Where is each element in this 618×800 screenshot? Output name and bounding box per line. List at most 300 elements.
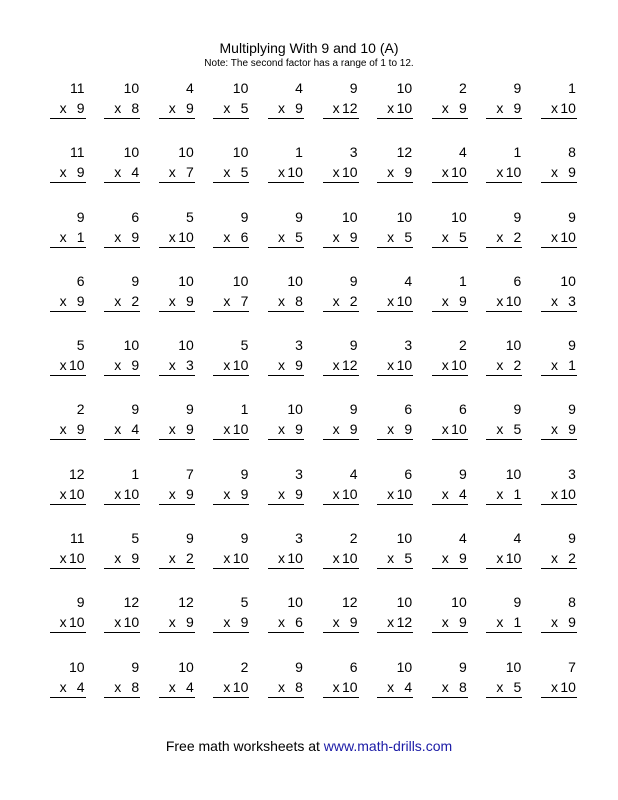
- answer-line: [159, 568, 195, 569]
- second-factor: [60, 614, 85, 630]
- multiply-sign: x: [496, 357, 504, 374]
- answer-line: [377, 439, 413, 440]
- problem: [473, 333, 528, 397]
- first-factor-value: 2: [458, 80, 467, 96]
- first-factor: [287, 401, 303, 417]
- problem: [254, 462, 309, 526]
- multiply-sign: x: [387, 164, 395, 181]
- second-factor: [169, 100, 194, 116]
- problem: [473, 76, 528, 140]
- multiply-sign: x: [277, 100, 285, 116]
- problem: [91, 333, 146, 397]
- first-factor: [568, 659, 576, 675]
- first-factor: [568, 80, 576, 96]
- problem: [254, 590, 309, 654]
- multiply-sign: x: [332, 357, 340, 374]
- first-factor: [514, 209, 522, 225]
- first-factor: [186, 209, 194, 225]
- second-factor-value: 9: [404, 164, 413, 181]
- second-factor-value: 8: [458, 678, 467, 695]
- answer-line: [213, 247, 249, 248]
- problem: [364, 269, 419, 333]
- problem: [418, 333, 473, 397]
- second-factor-value: 10: [451, 421, 467, 438]
- answer-line: [541, 697, 577, 698]
- problem: [145, 269, 200, 333]
- first-factor-value: 1: [131, 465, 140, 482]
- second-factor-value: 2: [349, 292, 358, 309]
- first-factor-value: 6: [513, 272, 522, 289]
- second-factor: [60, 357, 85, 373]
- answer-line: [323, 504, 359, 505]
- first-factor-value: 6: [404, 465, 413, 482]
- problem: [309, 140, 364, 204]
- problem: [145, 333, 200, 397]
- first-factor: [342, 594, 358, 610]
- first-factor: [397, 530, 413, 546]
- second-factor-value: 5: [513, 678, 522, 695]
- second-factor: [169, 421, 194, 437]
- second-factor-value: 7: [240, 292, 249, 309]
- multiply-sign: x: [114, 164, 122, 181]
- multiply-sign: x: [496, 550, 504, 567]
- second-factor-value: 9: [240, 614, 249, 631]
- second-factor-value: 9: [76, 292, 85, 309]
- second-factor: [114, 550, 139, 566]
- second-factor: [387, 486, 412, 502]
- multiply-sign: x: [332, 485, 340, 502]
- first-factor: [350, 273, 358, 289]
- first-factor-value: 9: [568, 530, 576, 547]
- problem: [91, 76, 146, 140]
- answer-line: [104, 247, 140, 248]
- second-factor-value: 2: [513, 228, 522, 245]
- multiply-sign: x: [332, 550, 340, 567]
- multiply-sign: x: [387, 421, 395, 438]
- problem: [418, 462, 473, 526]
- first-factor-value: 1: [295, 144, 303, 161]
- first-factor-value: 9: [295, 658, 303, 675]
- first-factor-value: 10: [232, 80, 249, 96]
- multiply-sign: x: [277, 357, 285, 374]
- multiply-sign: x: [223, 100, 231, 116]
- second-factor: [169, 229, 194, 245]
- multiply-sign: x: [441, 485, 449, 502]
- second-factor: [114, 100, 139, 116]
- second-factor: [333, 164, 358, 180]
- answer-line: [213, 311, 249, 312]
- answer-line: [486, 311, 522, 312]
- answer-line: [213, 697, 249, 698]
- first-factor: [295, 209, 303, 225]
- answer-line: [541, 247, 577, 248]
- multiply-sign: x: [277, 485, 285, 502]
- problem-row: [36, 526, 582, 590]
- second-factor-value: 5: [240, 100, 249, 116]
- first-factor-value: 1: [240, 401, 249, 418]
- second-factor-value: 2: [513, 357, 522, 374]
- first-factor-value: 10: [396, 530, 413, 547]
- first-factor: [451, 209, 467, 225]
- first-factor: [514, 273, 522, 289]
- first-factor: [241, 594, 249, 610]
- first-factor-value: 5: [240, 594, 249, 611]
- first-factor-value: 10: [396, 594, 413, 611]
- first-factor-value: 7: [185, 465, 194, 482]
- answer-line: [377, 632, 413, 633]
- second-factor: [551, 164, 576, 180]
- first-factor: [568, 594, 576, 610]
- worksheet-title: Multiplying With 9 and 10 (A): [219, 40, 399, 56]
- first-factor: [233, 273, 249, 289]
- first-factor: [459, 659, 467, 675]
- first-factor: [178, 659, 194, 675]
- second-factor-value: 4: [76, 678, 85, 695]
- answer-line: [50, 118, 86, 119]
- first-factor-value: 8: [568, 594, 576, 611]
- first-factor-value: 10: [396, 80, 413, 96]
- multiply-sign: x: [550, 100, 558, 116]
- multiply-sign: x: [387, 100, 395, 116]
- problem: [36, 76, 91, 140]
- problem: [145, 590, 200, 654]
- first-factor: [77, 594, 85, 610]
- answer-line: [213, 568, 249, 569]
- second-factor: [496, 679, 521, 695]
- first-factor: [178, 337, 194, 353]
- answer-line: [323, 375, 359, 376]
- first-factor: [241, 466, 249, 482]
- second-factor-value: 6: [240, 228, 249, 245]
- problem: [527, 397, 582, 461]
- second-factor-value: 2: [131, 292, 140, 309]
- first-factor-value: 10: [287, 272, 303, 289]
- second-factor-value: 9: [185, 614, 194, 631]
- first-factor-value: 6: [131, 208, 140, 225]
- second-factor: [333, 550, 358, 566]
- multiply-sign: x: [223, 164, 231, 181]
- problem: [309, 397, 364, 461]
- multiply-sign: x: [332, 164, 340, 181]
- first-factor-value: 10: [123, 80, 140, 96]
- first-factor: [514, 594, 522, 610]
- second-factor-value: 10: [560, 678, 576, 695]
- first-factor: [131, 530, 139, 546]
- second-factor: [278, 164, 303, 180]
- multiply-sign: x: [59, 228, 67, 245]
- second-factor: [278, 293, 303, 309]
- problem: [91, 205, 146, 269]
- answer-line: [323, 568, 359, 569]
- problem: [200, 526, 255, 590]
- problem-grid: [36, 76, 582, 719]
- first-factor-value: 10: [505, 337, 522, 354]
- multiply-sign: x: [441, 614, 449, 631]
- first-factor-value: 9: [513, 594, 522, 611]
- problem: [36, 269, 91, 333]
- answer-line: [486, 439, 522, 440]
- second-factor-value: 3: [568, 292, 576, 309]
- second-factor-value: 10: [560, 228, 576, 245]
- problem: [364, 397, 419, 461]
- problem: [91, 140, 146, 204]
- multiply-sign: x: [332, 292, 340, 309]
- multiply-sign: x: [59, 678, 67, 695]
- problem-row: [36, 140, 582, 204]
- multiply-sign: x: [332, 228, 340, 245]
- first-factor-value: 12: [69, 465, 85, 482]
- problem: [36, 140, 91, 204]
- second-factor-value: 10: [505, 292, 522, 309]
- multiply-sign: x: [114, 100, 122, 116]
- first-factor: [241, 337, 249, 353]
- multiply-sign: x: [168, 421, 176, 438]
- second-factor: [496, 357, 521, 373]
- first-factor-value: 5: [185, 208, 194, 225]
- second-factor-value: 10: [178, 228, 194, 245]
- problem: [418, 76, 473, 140]
- first-factor: [568, 401, 576, 417]
- first-factor-value: 9: [131, 658, 140, 675]
- answer-line: [377, 311, 413, 312]
- problem: [418, 655, 473, 719]
- second-factor: [223, 614, 248, 630]
- multiply-sign: x: [441, 678, 449, 695]
- problem: [527, 140, 582, 204]
- second-factor: [387, 550, 412, 566]
- second-factor-value: 9: [185, 421, 194, 438]
- second-factor-value: 9: [185, 485, 194, 502]
- problem-row: [36, 205, 582, 269]
- second-factor: [169, 164, 194, 180]
- answer-line: [104, 182, 140, 183]
- second-factor-value: 10: [451, 357, 467, 374]
- second-factor: [333, 679, 358, 695]
- problem: [418, 140, 473, 204]
- multiply-sign: x: [550, 164, 558, 181]
- first-factor-value: 4: [185, 80, 194, 96]
- second-factor-value: 8: [295, 678, 303, 695]
- first-factor-value: 6: [404, 401, 413, 418]
- first-factor-value: 9: [568, 208, 576, 225]
- first-factor-value: 5: [131, 530, 140, 547]
- problem: [364, 140, 419, 204]
- second-factor: [496, 293, 521, 309]
- second-factor: [223, 421, 248, 437]
- problem: [200, 269, 255, 333]
- second-factor: [551, 357, 576, 373]
- first-factor: [124, 594, 140, 610]
- first-factor: [404, 466, 412, 482]
- multiply-sign: x: [441, 292, 449, 309]
- second-factor-value: 10: [232, 421, 249, 438]
- first-factor: [350, 80, 358, 96]
- second-factor-value: 10: [287, 550, 303, 567]
- first-factor-value: 9: [349, 337, 358, 354]
- first-factor-value: 9: [185, 530, 194, 547]
- first-factor: [350, 401, 358, 417]
- first-factor: [397, 80, 413, 96]
- answer-line: [268, 311, 304, 312]
- first-factor-value: 1: [458, 272, 467, 289]
- second-factor: [114, 421, 139, 437]
- problem-row: [36, 269, 582, 333]
- second-factor-value: 9: [513, 100, 522, 116]
- second-factor: [278, 100, 303, 116]
- second-factor: [223, 550, 248, 566]
- second-factor: [333, 421, 358, 437]
- answer-line: [486, 568, 522, 569]
- multiply-sign: x: [168, 228, 176, 245]
- first-factor-value: 2: [458, 337, 467, 354]
- second-factor-value: 9: [568, 421, 576, 438]
- second-factor-value: 10: [123, 614, 140, 631]
- first-factor-value: 10: [287, 594, 303, 611]
- first-factor-value: 11: [70, 530, 85, 547]
- answer-line: [432, 247, 468, 248]
- first-factor: [124, 144, 140, 160]
- first-factor-value: 9: [131, 401, 140, 418]
- second-factor-value: 9: [76, 100, 85, 116]
- multiply-sign: x: [277, 164, 285, 181]
- problem: [364, 655, 419, 719]
- answer-line: [541, 632, 577, 633]
- second-factor: [496, 486, 521, 502]
- problem: [309, 333, 364, 397]
- first-factor: [459, 530, 467, 546]
- first-factor-value: 9: [568, 401, 576, 418]
- second-factor-value: 9: [240, 485, 249, 502]
- problem: [91, 462, 146, 526]
- multiply-sign: x: [223, 550, 231, 567]
- first-factor: [568, 144, 576, 160]
- multiply-sign: x: [114, 228, 122, 245]
- second-factor: [223, 679, 248, 695]
- answer-line: [377, 118, 413, 119]
- answer-line: [50, 375, 86, 376]
- problem: [91, 655, 146, 719]
- problem: [36, 397, 91, 461]
- footer-link[interactable]: www.math-drills.com: [323, 738, 453, 754]
- first-factor-value: 10: [396, 658, 413, 675]
- first-factor-value: 2: [349, 530, 358, 547]
- multiply-sign: x: [496, 678, 504, 695]
- problem-row: [36, 462, 582, 526]
- first-factor-value: 12: [178, 594, 194, 611]
- second-factor-value: 10: [69, 485, 85, 502]
- first-factor: [233, 144, 249, 160]
- answer-line: [50, 247, 86, 248]
- first-factor: [350, 337, 358, 353]
- second-factor-value: 5: [458, 228, 467, 245]
- multiply-sign: x: [332, 678, 340, 695]
- second-factor-value: 1: [513, 614, 522, 631]
- first-factor: [397, 594, 413, 610]
- second-factor-value: 10: [396, 100, 413, 116]
- first-factor-value: 9: [458, 465, 467, 482]
- problem: [527, 205, 582, 269]
- first-factor-value: 10: [451, 594, 467, 611]
- multiply-sign: x: [441, 421, 449, 438]
- second-factor: [333, 486, 358, 502]
- first-factor: [459, 273, 467, 289]
- answer-line: [213, 375, 249, 376]
- multiply-sign: x: [59, 292, 67, 309]
- problem: [200, 140, 255, 204]
- first-factor: [295, 144, 303, 160]
- first-factor-value: 10: [178, 337, 194, 354]
- second-factor: [496, 614, 521, 630]
- problem: [200, 462, 255, 526]
- second-factor: [551, 421, 576, 437]
- first-factor: [70, 530, 85, 546]
- second-factor: [496, 229, 521, 245]
- first-factor-value: 4: [295, 80, 303, 96]
- second-factor: [551, 486, 576, 502]
- multiply-sign: x: [387, 228, 395, 245]
- first-factor-value: 10: [178, 658, 194, 675]
- first-factor-value: 9: [76, 208, 85, 225]
- answer-line: [323, 118, 359, 119]
- second-factor: [551, 293, 576, 309]
- first-factor-value: 3: [404, 337, 413, 354]
- answer-line: [159, 375, 195, 376]
- second-factor: [551, 100, 576, 116]
- problem: [254, 76, 309, 140]
- second-factor-value: 9: [185, 100, 194, 116]
- first-factor-value: 10: [69, 658, 85, 675]
- second-factor: [551, 679, 576, 695]
- first-factor: [77, 273, 85, 289]
- second-factor-value: 9: [568, 614, 576, 631]
- first-factor: [459, 466, 467, 482]
- answer-line: [432, 182, 468, 183]
- second-factor: [223, 293, 248, 309]
- problem: [364, 462, 419, 526]
- second-factor: [60, 421, 85, 437]
- second-factor-value: 9: [185, 292, 194, 309]
- problem-row: [36, 76, 582, 140]
- answer-line: [432, 375, 468, 376]
- multiply-sign: x: [550, 550, 558, 567]
- problem: [527, 590, 582, 654]
- first-factor: [295, 659, 303, 675]
- problem: [145, 205, 200, 269]
- second-factor-value: 9: [404, 421, 413, 438]
- answer-line: [432, 632, 468, 633]
- first-factor: [350, 530, 358, 546]
- first-factor-value: 9: [513, 401, 522, 418]
- problem-row: [36, 590, 582, 654]
- first-factor-value: 9: [185, 401, 194, 418]
- second-factor: [442, 550, 467, 566]
- worksheet-note: Note: The second factor has a range of 1 to 12.: [204, 58, 414, 69]
- first-factor-value: 9: [513, 80, 522, 96]
- problem: [418, 397, 473, 461]
- first-factor: [178, 144, 194, 160]
- answer-line: [213, 439, 249, 440]
- second-factor-value: 4: [131, 421, 140, 438]
- multiply-sign: x: [223, 421, 231, 438]
- second-factor-value: 2: [185, 550, 194, 567]
- multiply-sign: x: [114, 421, 122, 438]
- answer-line: [268, 247, 304, 248]
- first-factor: [404, 273, 412, 289]
- problem: [91, 269, 146, 333]
- answer-line: [104, 697, 140, 698]
- first-factor: [178, 594, 194, 610]
- problem: [364, 76, 419, 140]
